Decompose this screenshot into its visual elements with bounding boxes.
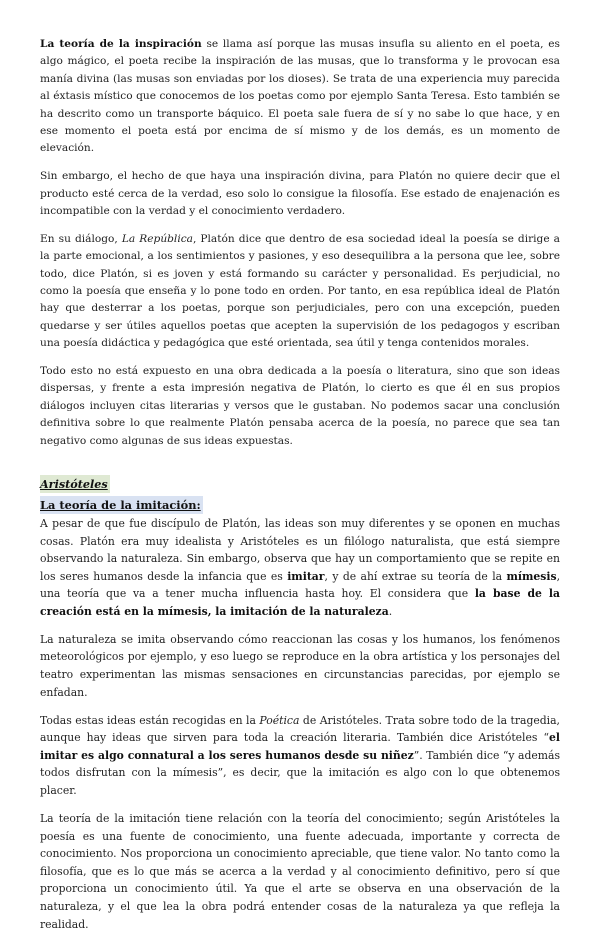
paragraph-poetica: Todas estas ideas están recogidas en la Poética de Aristóteles. Trata sobre todo de la tragedia, aunque hay ideas que sirven para toda la creación literaria. También dice Aristóteles “el imitar es algo connatural a los seres humanos desde su niñez”. También dice “y además todos disfrutan con la mímesis”, es decir, que la imitación es algo con lo que obtenemos placer. (40, 713, 560, 798)
paragraph-republica: En su diálogo, La República, Platón dice que dentro de esa sociedad ideal la poesía se dirige a la parte emocional, a los sentimientos y pasiones, y eso desequilibra a la persona que lee, sobre todo, dice Platón, si es joven y está formando su carácter y personalidad. Es perjudicial, no como la poesía que enseña y lo pone todo en orden. Por tanto, en esa república ideal de Platón hay que desterrar a los poetas, porque son perjudiciales, pero con una excepción, pueden quedarse y ser útiles aquellos poetas que acepten la supervisión de los pedagogos y escriban una poesía didáctica y pedagógica que esté orientada, sea útil y tenga contenidos morales. (40, 232, 560, 350)
paragraph-inspiracion: La teoría de la inspiración se llama así porque las musas insufla su aliento en el poeta, es algo mágico, el poeta recibe la inspiración de las musas, que lo transforma y le provocan esa manía divina (las musas son enviadas por los dioses). Se trata de una experiencia muy parecida al éxtasis místico que conocemos de los poetas como por ejemplo Santa Teresa. Esto también se ha descrito como un transporte báquico. El poeta sale fuera de sí y no sabe lo que hace, y en ese momento el poeta está por encima de sí mismo y de los demás, es un momento de elevación. (40, 38, 560, 155)
term-teoria-inspiracion: La teoría de la inspiración (40, 38, 202, 50)
paragraph-mimesis: A pesar de que fue discípulo de Platón, las ideas son muy diferentes y se oponen en muchas cosas. Platón era muy idealista y Aristóteles es un filólogo naturalista, que está siempre observando la naturaleza. Sin embargo, observa que hay un comportamiento que se repite en los seres humanos desde la infancia que es imitar, y de ahí extrae su teoría de la mímesis, una teoría que va a tener mucha influencia hasta hoy. El considera que la base de la creación está en la mímesis, la imitación de la naturaleza. (40, 516, 560, 618)
paragraph-naturaleza: La naturaleza se imita observando cómo reaccionan las cosas y los humanos, los fenómenos meteorológicos por ejemplo, y eso luego se reproduce en la obra artística y los personajes del teatro experimentan las mismas sensaciones en circunstancias parecidas, por ejemplo se enfadan. (40, 632, 560, 699)
section-aristoteles (40, 450, 560, 933)
heading-teoria-imitacion: La teoría de la imitación: (40, 497, 201, 512)
title-poetica: Poética (259, 713, 300, 727)
heading-aristoteles: Aristóteles (40, 477, 108, 492)
title-la-republica: La República (121, 232, 193, 245)
paragraph-conocimiento: La teoría de la imitación tiene relación con la teoría del conocimiento; según Aristóteles la poesía es una fuente de conocimiento, una fuente adecuada, importante y correcta de conocimiento. Nos proporciona un conocimiento apreciable, que tiene valor. No tanto como la filosofía, que es lo que más se acerca a la verdad y al conocimiento definitivo, pero sí que proporciona un conocimiento útil. Ya que el arte se observa en una observación de la naturaleza, y el que lea la obra podrá entender cosas de la naturaleza ya que refleja la realidad. (40, 812, 560, 931)
paragraph-enajenacion: Sin embargo, el hecho de que haya una inspiración divina, para Platón no quiere decir que el producto esté cerca de la verdad, eso solo lo consigue la filosofía. Ese estado de enajenación es incompatible con la verdad y el conocimiento verdadero. (40, 170, 560, 218)
paragraph-ideas-dispersas: Todo esto no está expuesto en una obra dedicada a la poesía o literatura, sino que son ideas dispersas, y frente a esta impresión negativa de Platón, lo cierto es que él en sus propios diálogos incluyen citas literarias y versos que le gustaban. No podemos sacar una conclusión definitiva sobre lo que realmente Platón pensaba acerca de la poesía, no parece que sea tan negativo como algunas de sus ideas expuestas. (40, 365, 560, 447)
